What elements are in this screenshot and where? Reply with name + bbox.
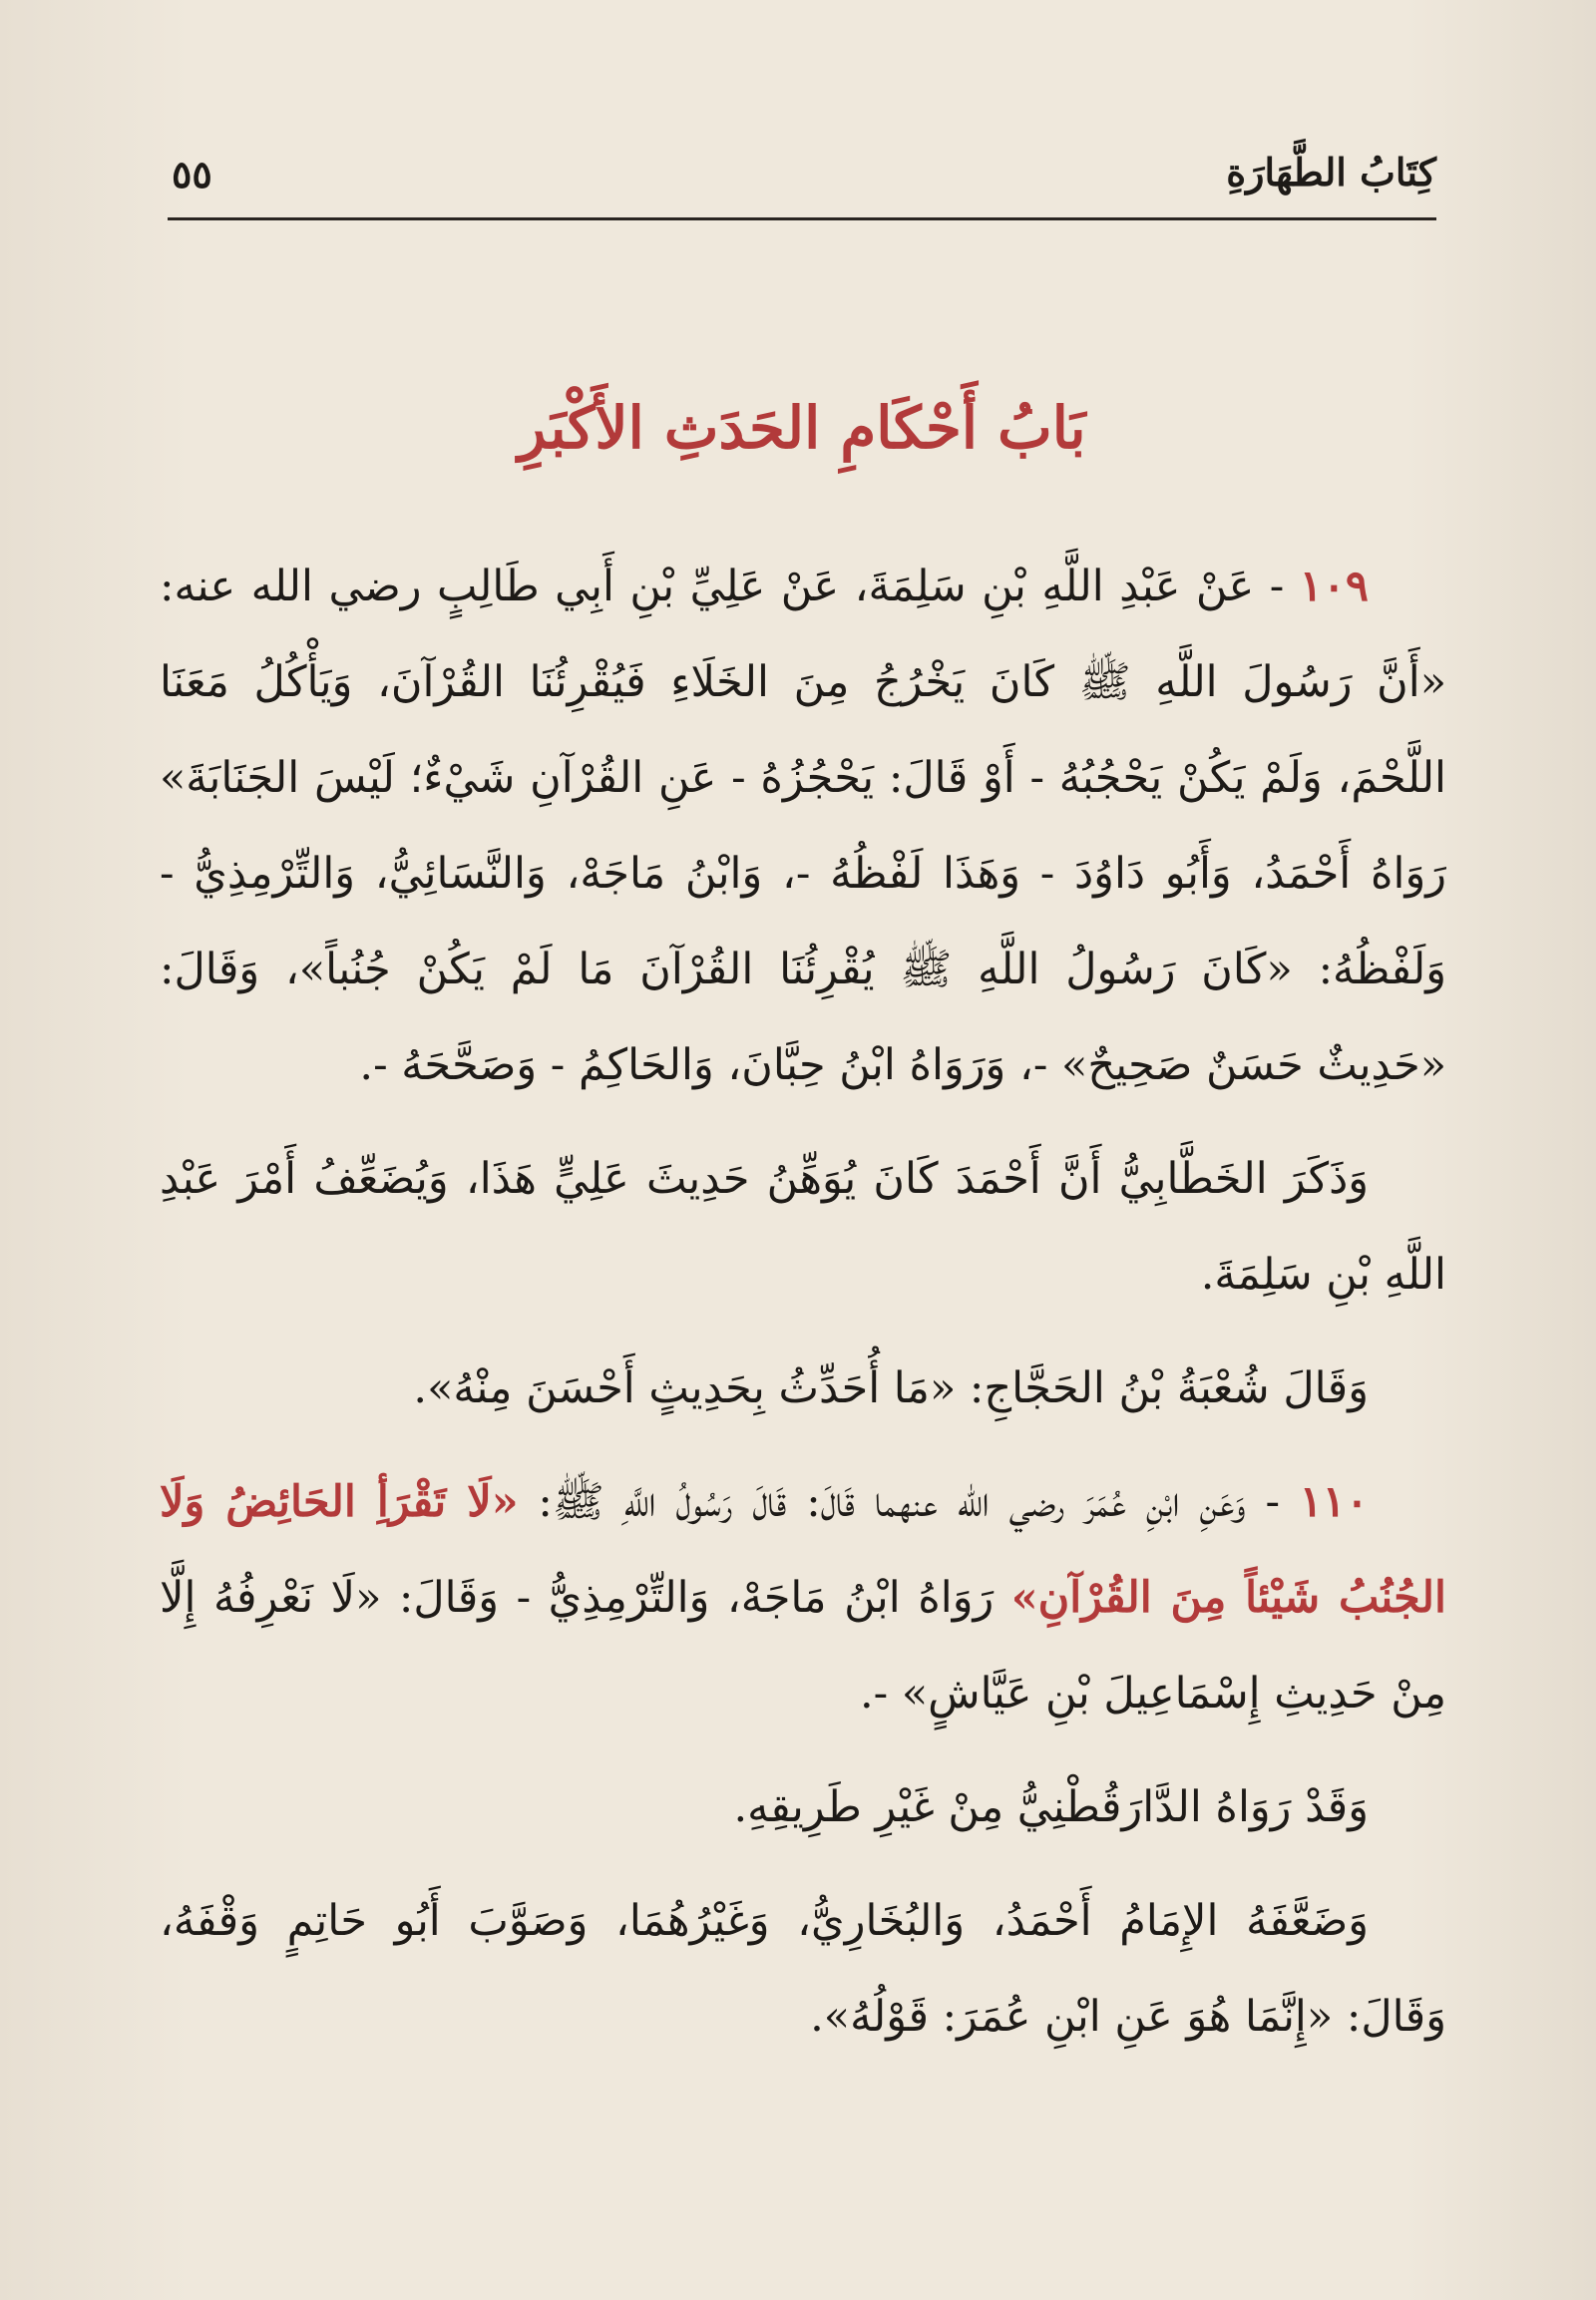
hadith-text: رَوَاهُ ابْنُ مَاجَهْ، وَالتِّرْمِذِيُّ - وَقَالَ: «لَا نَعْرِفُهُ إِلَّا مِنْ حَدِيثِ إِسْمَاعِيلَ بْنِ عَيَّاشٍ» -. [160,1573,1446,1719]
page-header [168,150,1436,221]
hadith-number: ١٠٩ [1299,562,1369,611]
paragraph-khattabi: وَذَكَرَ الخَطَّابِيُّ أَنَّ أَحْمَدَ كَانَ يُوَهِّنُ حَدِيثَ عَلِيٍّ هَذَا، وَيُضَعِّفُ أَمْرَ عَبْدِ اللَّهِ بْنِ سَلِمَةَ. [160,1154,1446,1300]
hadith-109 [160,539,1446,1113]
hadith-text: - وَعَنِ ابْنِ عُمَرَ رضي الله عنهما قَالَ: قَالَ رَسُولُ اللَّهِ ﷺ: [518,1477,1300,1527]
hadith-110 [160,1454,1446,1741]
page-number: ٥٥ [172,152,212,196]
hadith-number: ١١٠ [1299,1477,1369,1527]
paragraph-weakened: وَضَعَّفَهُ الإِمَامُ أَحْمَدُ، وَالبُخَارِيُّ، وَغَيْرُهُمَا، وَصَوَّبَ أَبُو حَاتِمٍ وَقْفَهُ، وَقَالَ: «إِنَّمَا هُوَ عَنِ ابْنِ عُمَرَ: قَوْلُهُ». [160,1896,1446,2042]
hadith-text: - عَنْ عَبْدِ اللَّهِ بْنِ سَلِمَةَ، عَنْ عَلِيِّ بْنِ أَبِي طَالِبٍ رضي الله عنه: «أَنَّ رَسُولَ اللَّهِ ﷺ كَانَ يَخْرُجُ مِنَ الخَلَاءِ فَيُقْرِئُنَا القُرْآنَ، وَيَأْكُلُ مَعَنَا اللَّحْمَ، وَلَمْ يَكُنْ يَحْجُبُهُ - أَوْ قَالَ: يَحْجُزُهُ - عَنِ القُرْآنِ شَيْءٌ؛ لَيْسَ الجَنَابَةَ» رَوَاهُ أَحْمَدُ، وَأَبُو دَاوُدَ - وَهَذَا لَفْظُهُ -، وَابْنُ مَاجَهْ، وَالنَّسَائِيُّ، وَالتِّرْمِذِيُّ - وَلَفْظُهُ: «كَانَ رَسُولُ اللَّهِ ﷺ يُقْرِئُنَا القُرْآنَ مَا لَمْ يَكُنْ جُنُباً»، وَقَالَ: «حَدِيثٌ حَسَنٌ صَحِيحٌ» -، وَرَوَاهُ ابْنُ حِبَّانَ، وَالحَاكِمُ - وَصَحَّحَهُ -. [160,562,1446,1090]
paragraph-daraqutni: وَقَدْ رَوَاهُ الدَّارَقُطْنِيُّ مِنْ غَيْرِ طَرِيقِهِ. [733,1782,1369,1832]
paragraph-shuba: وَقَالَ شُعْبَةُ بْنُ الحَجَّاجِ: «مَا أُحَدِّثُ بِحَدِيثٍ أَحْسَنَ مِنْهُ». [413,1363,1369,1413]
chapter-title: بَابُ أَحْكَامِ الحَدَثِ الأَكْبَرِ [518,394,1086,462]
header-rule [168,217,1436,220]
hadith-quote: «لَا تَقْرَأِ الحَائِضُ وَلَا الجُنُبُ شَيْئاً مِنَ القُرْآنِ» [160,1477,1446,1623]
running-title: كِتَابُ الطَّهَارَةِ [1226,150,1436,194]
body-text [160,539,1446,2083]
